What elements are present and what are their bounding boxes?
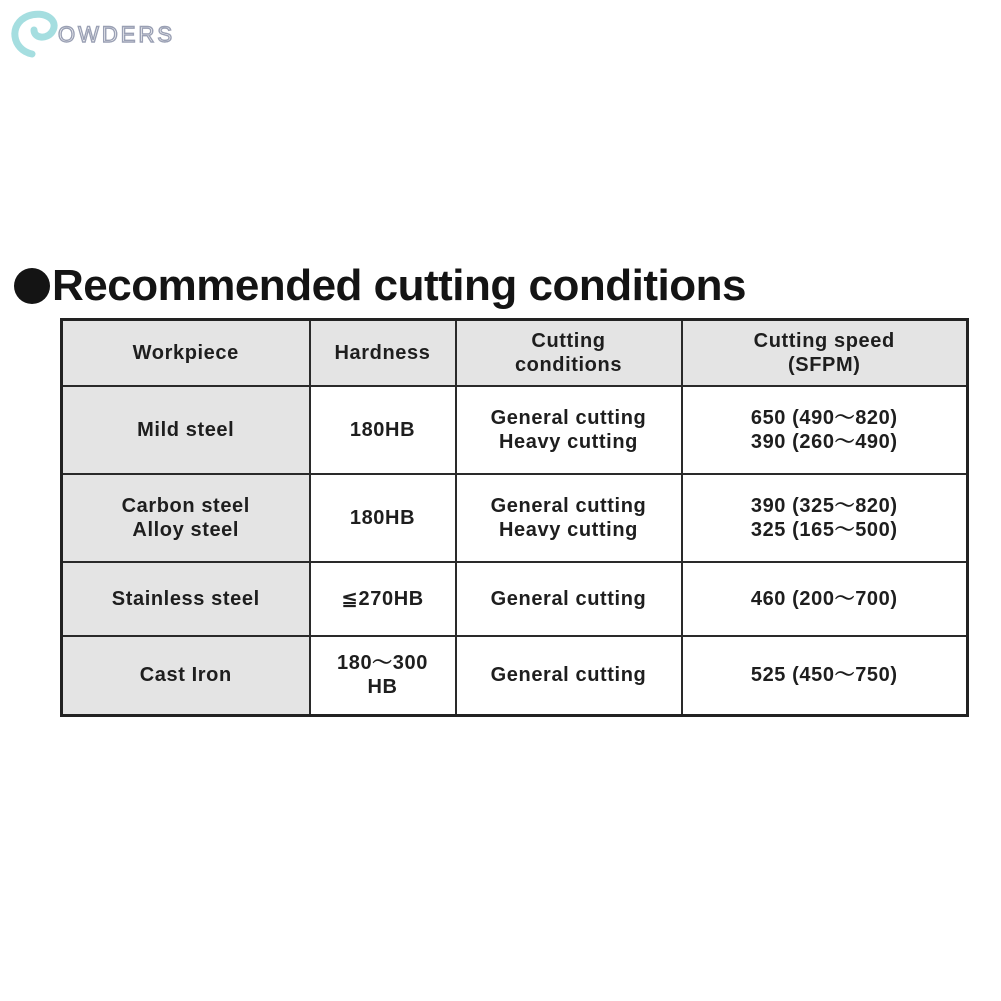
header-cutting-conditions: Cutting conditions bbox=[456, 320, 682, 386]
heading-text: Recommended cutting conditions bbox=[52, 261, 746, 310]
cell-conditions: General cutting bbox=[456, 636, 682, 716]
header-cutting-speed: Cutting speed (SFPM) bbox=[682, 320, 968, 386]
cutting-conditions-table bbox=[60, 318, 969, 717]
cell-conditions: General cutting Heavy cutting bbox=[456, 474, 682, 562]
cell-hardness: 180～300 HB bbox=[310, 636, 456, 716]
cell-workpiece: Stainless steel bbox=[62, 562, 310, 636]
watermark-p-swoosh-icon bbox=[6, 6, 206, 64]
header-hardness: Hardness bbox=[310, 320, 456, 386]
header-workpiece: Workpiece bbox=[62, 320, 310, 386]
cell-speed: 525 (450～750) bbox=[682, 636, 968, 716]
cell-hardness: 180HB bbox=[310, 386, 456, 474]
cell-speed: 460 (200～700) bbox=[682, 562, 968, 636]
cell-hardness: ≦270HB bbox=[310, 562, 456, 636]
cell-workpiece: Carbon steel Alloy steel bbox=[62, 474, 310, 562]
cell-workpiece: Cast Iron bbox=[62, 636, 310, 716]
cell-hardness: 180HB bbox=[310, 474, 456, 562]
section-heading bbox=[14, 260, 746, 312]
cell-conditions: General cutting bbox=[456, 562, 682, 636]
table-header-row bbox=[62, 320, 968, 386]
table-row bbox=[62, 562, 968, 636]
cell-conditions: General cutting Heavy cutting bbox=[456, 386, 682, 474]
cell-speed: 390 (325～820) 325 (165～500) bbox=[682, 474, 968, 562]
table-row bbox=[62, 386, 968, 474]
watermark-text: OWDERS bbox=[58, 22, 175, 47]
cell-workpiece: Mild steel bbox=[62, 386, 310, 474]
cell-speed: 650 (490～820) 390 (260～490) bbox=[682, 386, 968, 474]
bullet-icon bbox=[14, 268, 50, 304]
table-row bbox=[62, 474, 968, 562]
watermark-logo bbox=[6, 6, 206, 64]
table-row bbox=[62, 636, 968, 716]
